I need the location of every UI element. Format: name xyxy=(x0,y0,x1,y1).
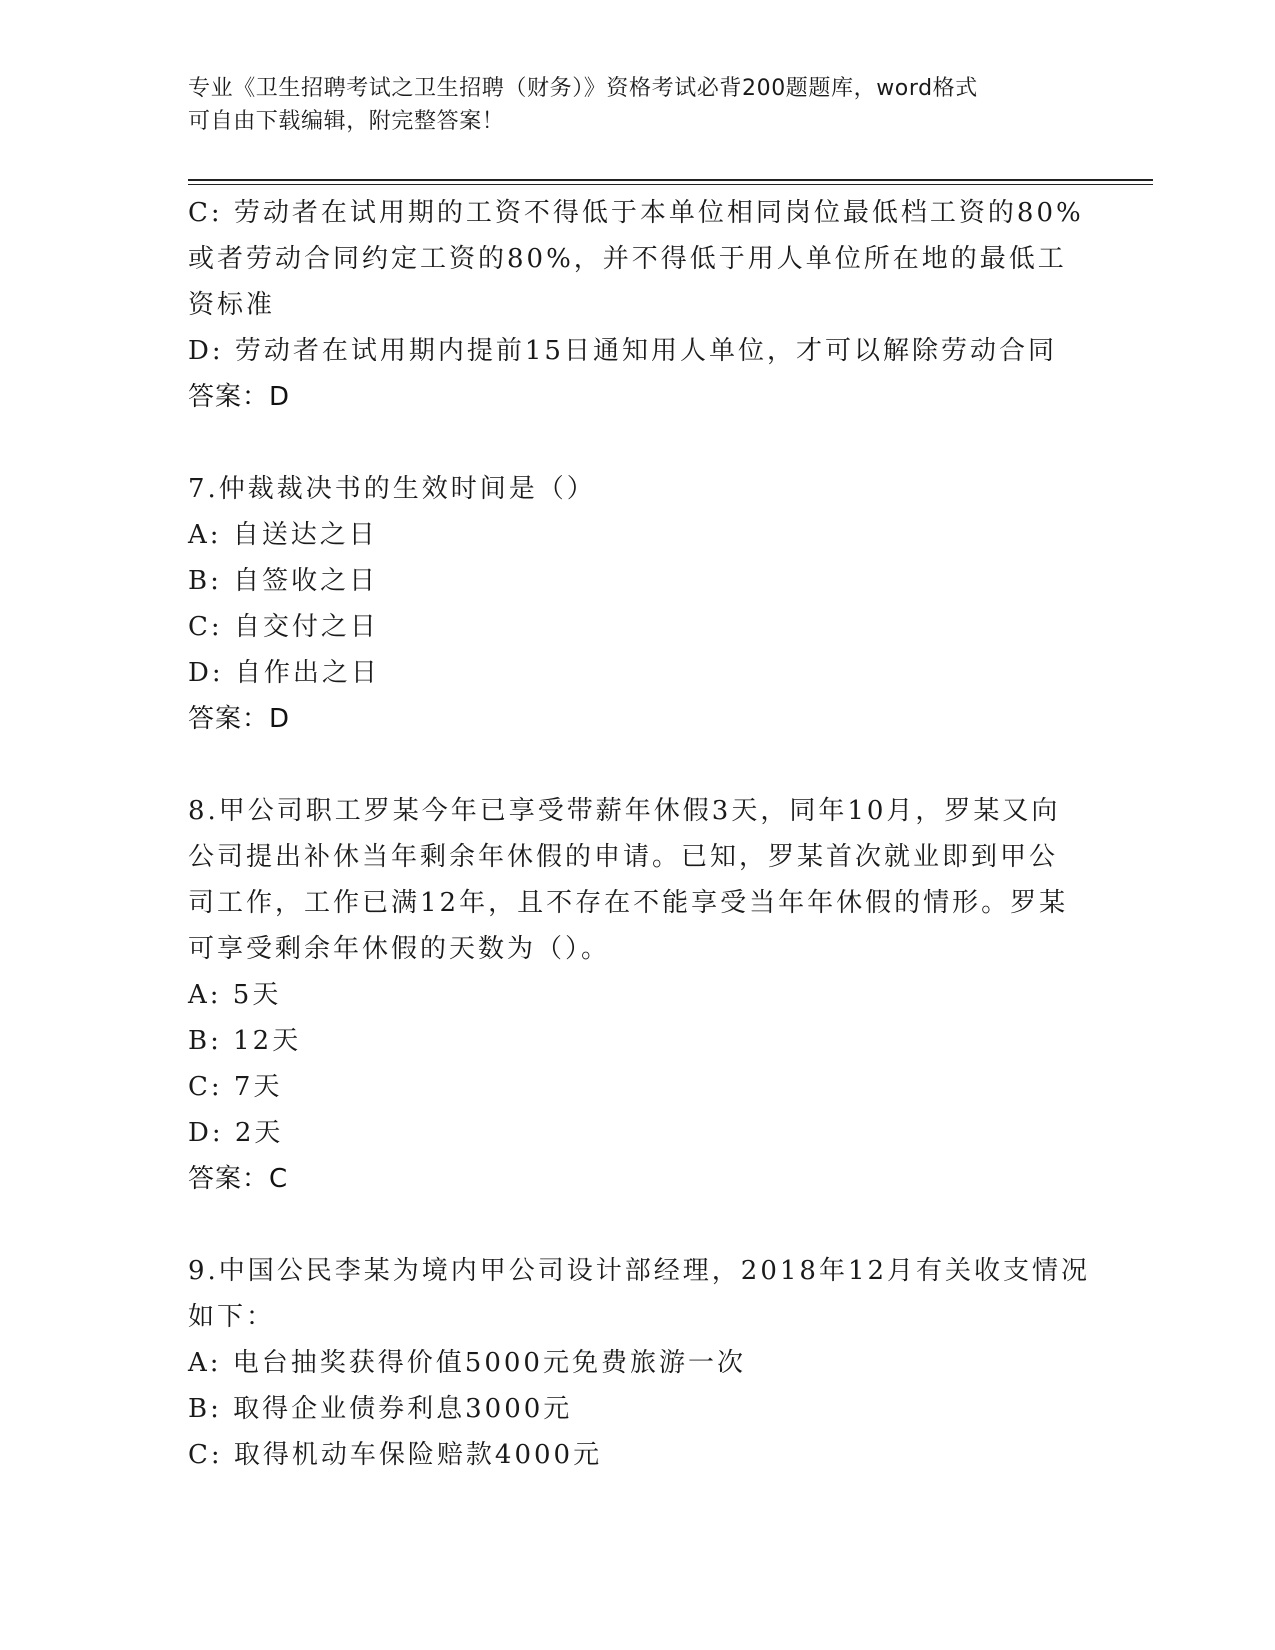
option-a: A: 5天 xyxy=(188,980,282,1010)
question-9 xyxy=(188,1248,1091,1478)
answer-line: 答案：C xyxy=(188,1164,289,1194)
option-d: D: 劳动者在试用期内提前15日通知用人单位，才可以解除劳动合同 xyxy=(188,336,1057,366)
option-d: D: 自作出之日 xyxy=(188,658,380,688)
option-c-line-3: 资标准 xyxy=(188,290,276,320)
option-a: A: 电台抽奖获得价值5000元免费旅游一次 xyxy=(188,1348,746,1378)
question-stem-line-4: 可享受剩余年休假的天数为（）。 xyxy=(188,934,611,964)
question-7 xyxy=(188,466,1088,742)
question-8 xyxy=(188,788,1088,1202)
option-b: B: 12天 xyxy=(188,1026,302,1056)
option-b: B: 取得企业债券利息3000元 xyxy=(188,1394,573,1424)
spacer xyxy=(188,420,1088,466)
option-c: C: 7天 xyxy=(188,1072,283,1102)
header-line-1: 专业《卫生招聘考试之卫生招聘（财务）》资格考试必背200题题库，word格式 xyxy=(188,76,978,101)
question-stem-line-2: 如下： xyxy=(188,1302,276,1332)
question-6-continued xyxy=(188,190,1088,420)
option-d: D: 2天 xyxy=(188,1118,284,1148)
option-c: C: 取得机动车保险赔款4000元 xyxy=(188,1440,603,1470)
option-b: B: 自签收之日 xyxy=(188,566,379,596)
header-rule-thin xyxy=(188,184,1153,185)
option-a: A: 自送达之日 xyxy=(188,520,378,550)
document-header xyxy=(188,72,1088,138)
option-c: C: 自交付之日 xyxy=(188,612,379,642)
answer-line: 答案：D xyxy=(188,704,291,734)
header-rule-thick xyxy=(188,179,1153,181)
spacer xyxy=(188,1202,1088,1248)
spacer xyxy=(188,742,1088,788)
question-stem: 7.仲裁裁决书的生效时间是（） xyxy=(188,474,596,504)
question-stem-line-1: 9.中国公民李某为境内甲公司设计部经理，2018年12月有关收支情况 xyxy=(188,1256,1091,1286)
question-stem-line-1: 8.甲公司职工罗某今年已享受带薪年休假3天，同年10月，罗某又向 xyxy=(188,796,1061,826)
question-stem-line-3: 司工作，工作已满12年，且不存在不能享受当年年休假的情形。罗某 xyxy=(188,888,1069,918)
option-c-line-2: 或者劳动合同约定工资的80%，并不得低于用人单位所在地的最低工 xyxy=(188,244,1067,274)
question-stem-line-2: 公司提出补休当年剩余年休假的申请。已知，罗某首次就业即到甲公 xyxy=(188,842,1059,872)
document-body xyxy=(188,190,1091,1478)
option-c-line-1: C: 劳动者在试用期的工资不得低于本单位相同岗位最低档工资的80% xyxy=(188,198,1084,228)
answer-line: 答案：D xyxy=(188,382,291,412)
header-line-2: 可自由下载编辑，附完整答案！ xyxy=(188,109,505,134)
